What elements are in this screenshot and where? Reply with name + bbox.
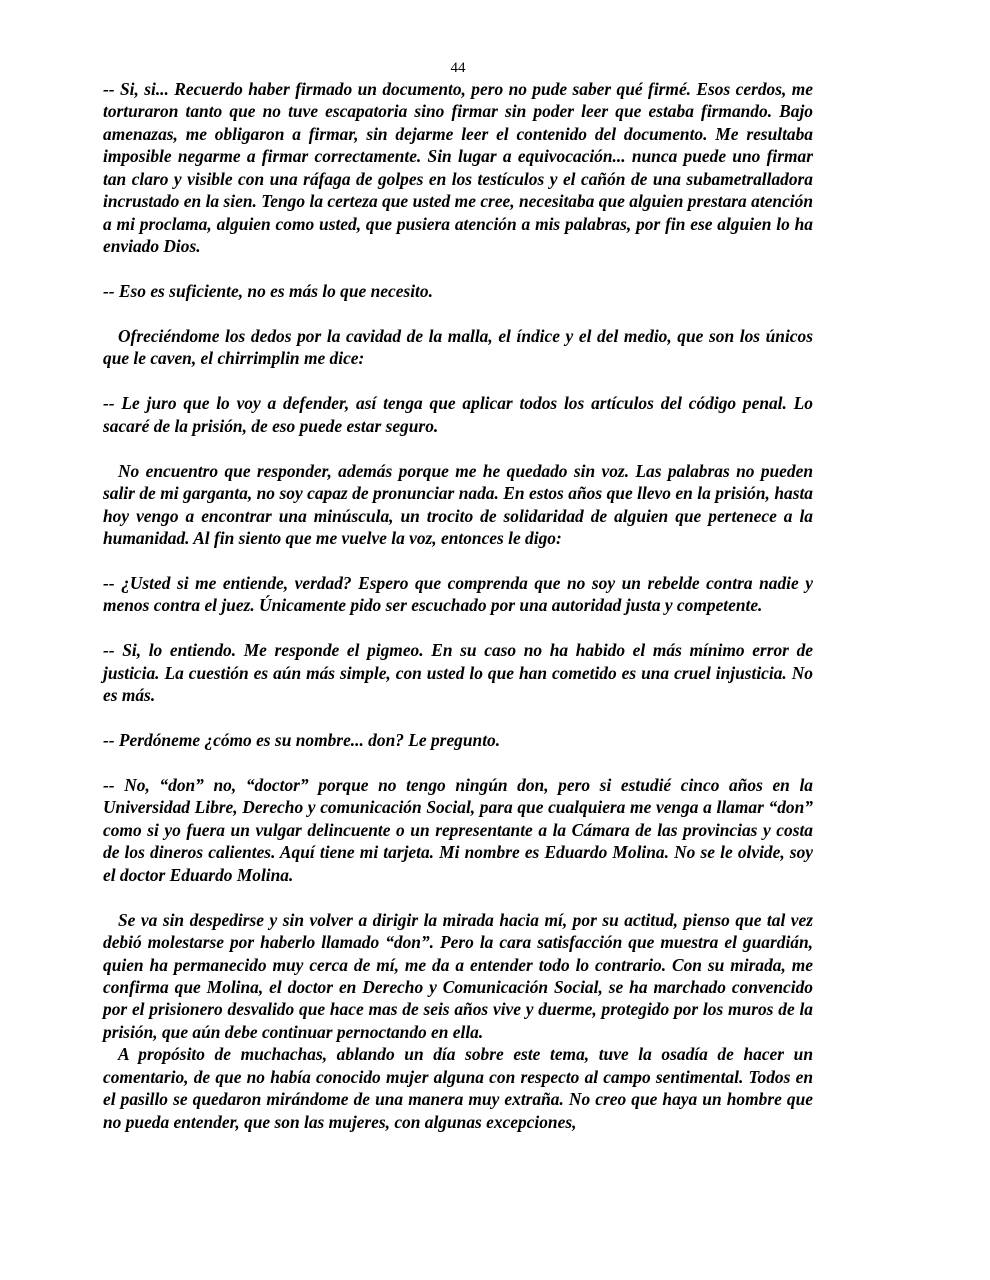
paragraph-6: -- ¿Usted si me entiende, verdad? Espero que comprenda que no soy un rebelde contra nadie y menos contra el juez. Únicamente pido ser escuchado por una autoridad justa y competente. <box>103 572 813 616</box>
paragraph-4: -- Le juro que lo voy a defender, así tenga que aplicar todos los artículos del código penal. Lo sacaré de la prisión, de eso puede estar seguro. <box>103 393 813 436</box>
paragraph-5: No encuentro que responder, además porque me he quedado sin voz. Las palabras no pueden salir de mi garganta, no soy capaz de pronunciar nada. En estos años que llevo en la prisión, hasta hoy vengo a encontrar una minúscula, un trocito de solidaridad de alguien que pertenece a la humanidad. Al fin siento que me vuelve la voz, entonces le digo: <box>103 460 813 548</box>
paragraph-1: -- Si, si... Recuerdo haber firmado un documento, pero no pude saber qué firmé. Esos cerdos, me torturaron tanto que no tuve escapatoria sino firmar sin poder leer que estaba firmando. Bajo amenazas, me obligaron a firmar, sin dejarme leer el contenido del documento. Me resultaba imposible negarme a firmar correctamente. Sin lugar a equivocación... nunca puede uno firmar tan claro y visible con una ráfaga de golpes en los testículos y el cañón de una subametralladora incrustado en la sien. Tengo la certeza que usted me cree, necesitaba que alguien prestara atención a mi proclama, alguien como usted, que pusiera atención a mis palabras, por fin ese alguien lo ha enviado Dios. <box>103 79 813 257</box>
document-body <box>103 78 813 1133</box>
paragraph-9: -- No, “don” no, “doctor” porque no tengo ningún don, pero si estudié cinco años en la Universidad Libre, Derecho y comunicación Social, para que cualquiera me venga a llamar “don” como si yo fuera un vulgar delincuente o un representante a la Cámara de las provincias y costa de los dineros calientes. Aquí tiene mi tarjeta. Mi nombre es Eduardo Molina. No se le olvide, soy el doctor Eduardo Molina. <box>103 774 813 885</box>
paragraph-2: -- Eso es suficiente, no es más lo que necesito. <box>103 281 433 302</box>
paragraph-8: -- Perdóneme ¿cómo es su nombre... don? Le pregunto. <box>103 730 501 751</box>
paragraph-3: Ofreciéndome los dedos por la cavidad de la malla, el índice y el del medio, que son los únicos que le caven, el chirrimplin me dice: <box>103 325 813 369</box>
page-number: 44 <box>450 60 466 76</box>
paragraph-10: Se va sin despedirse y sin volver a dirigir la mirada hacia mí, por su actitud, pienso que tal vez debió molestarse por haberlo llamado “don”. Pero la cara satisfacción que muestra el guardián, quien ha permanecido muy cerca de mí, me da a entender todo lo contrario. Con su mirada, me confirma que Molina, el doctor en Derecho y Comunicación Social, se ha marchado convencido por el prisionero desvalido que hace mas de seis años vive y duerme, protegido por los muros de la prisión, que aún debe continuar pernoctando en ella. <box>103 909 813 1042</box>
paragraph-7: -- Si, lo entiendo. Me responde el pigmeo. En su caso no ha habido el más mínimo error de justicia. La cuestión es aún más simple, con usted lo que han cometido es una cruel injusticia. No es más. <box>103 640 813 706</box>
paragraph-11: A propósito de muchachas, ablando un día sobre este tema, tuve la osadía de hacer un comentario, de que no había conocido mujer alguna con respecto al campo sentimental. Todos en el pasillo se quedaron mirándome de una manera muy extraña. No creo que haya un hombre que no pueda entender, que son las mujeres, con algunas excepciones, <box>103 1044 813 1132</box>
